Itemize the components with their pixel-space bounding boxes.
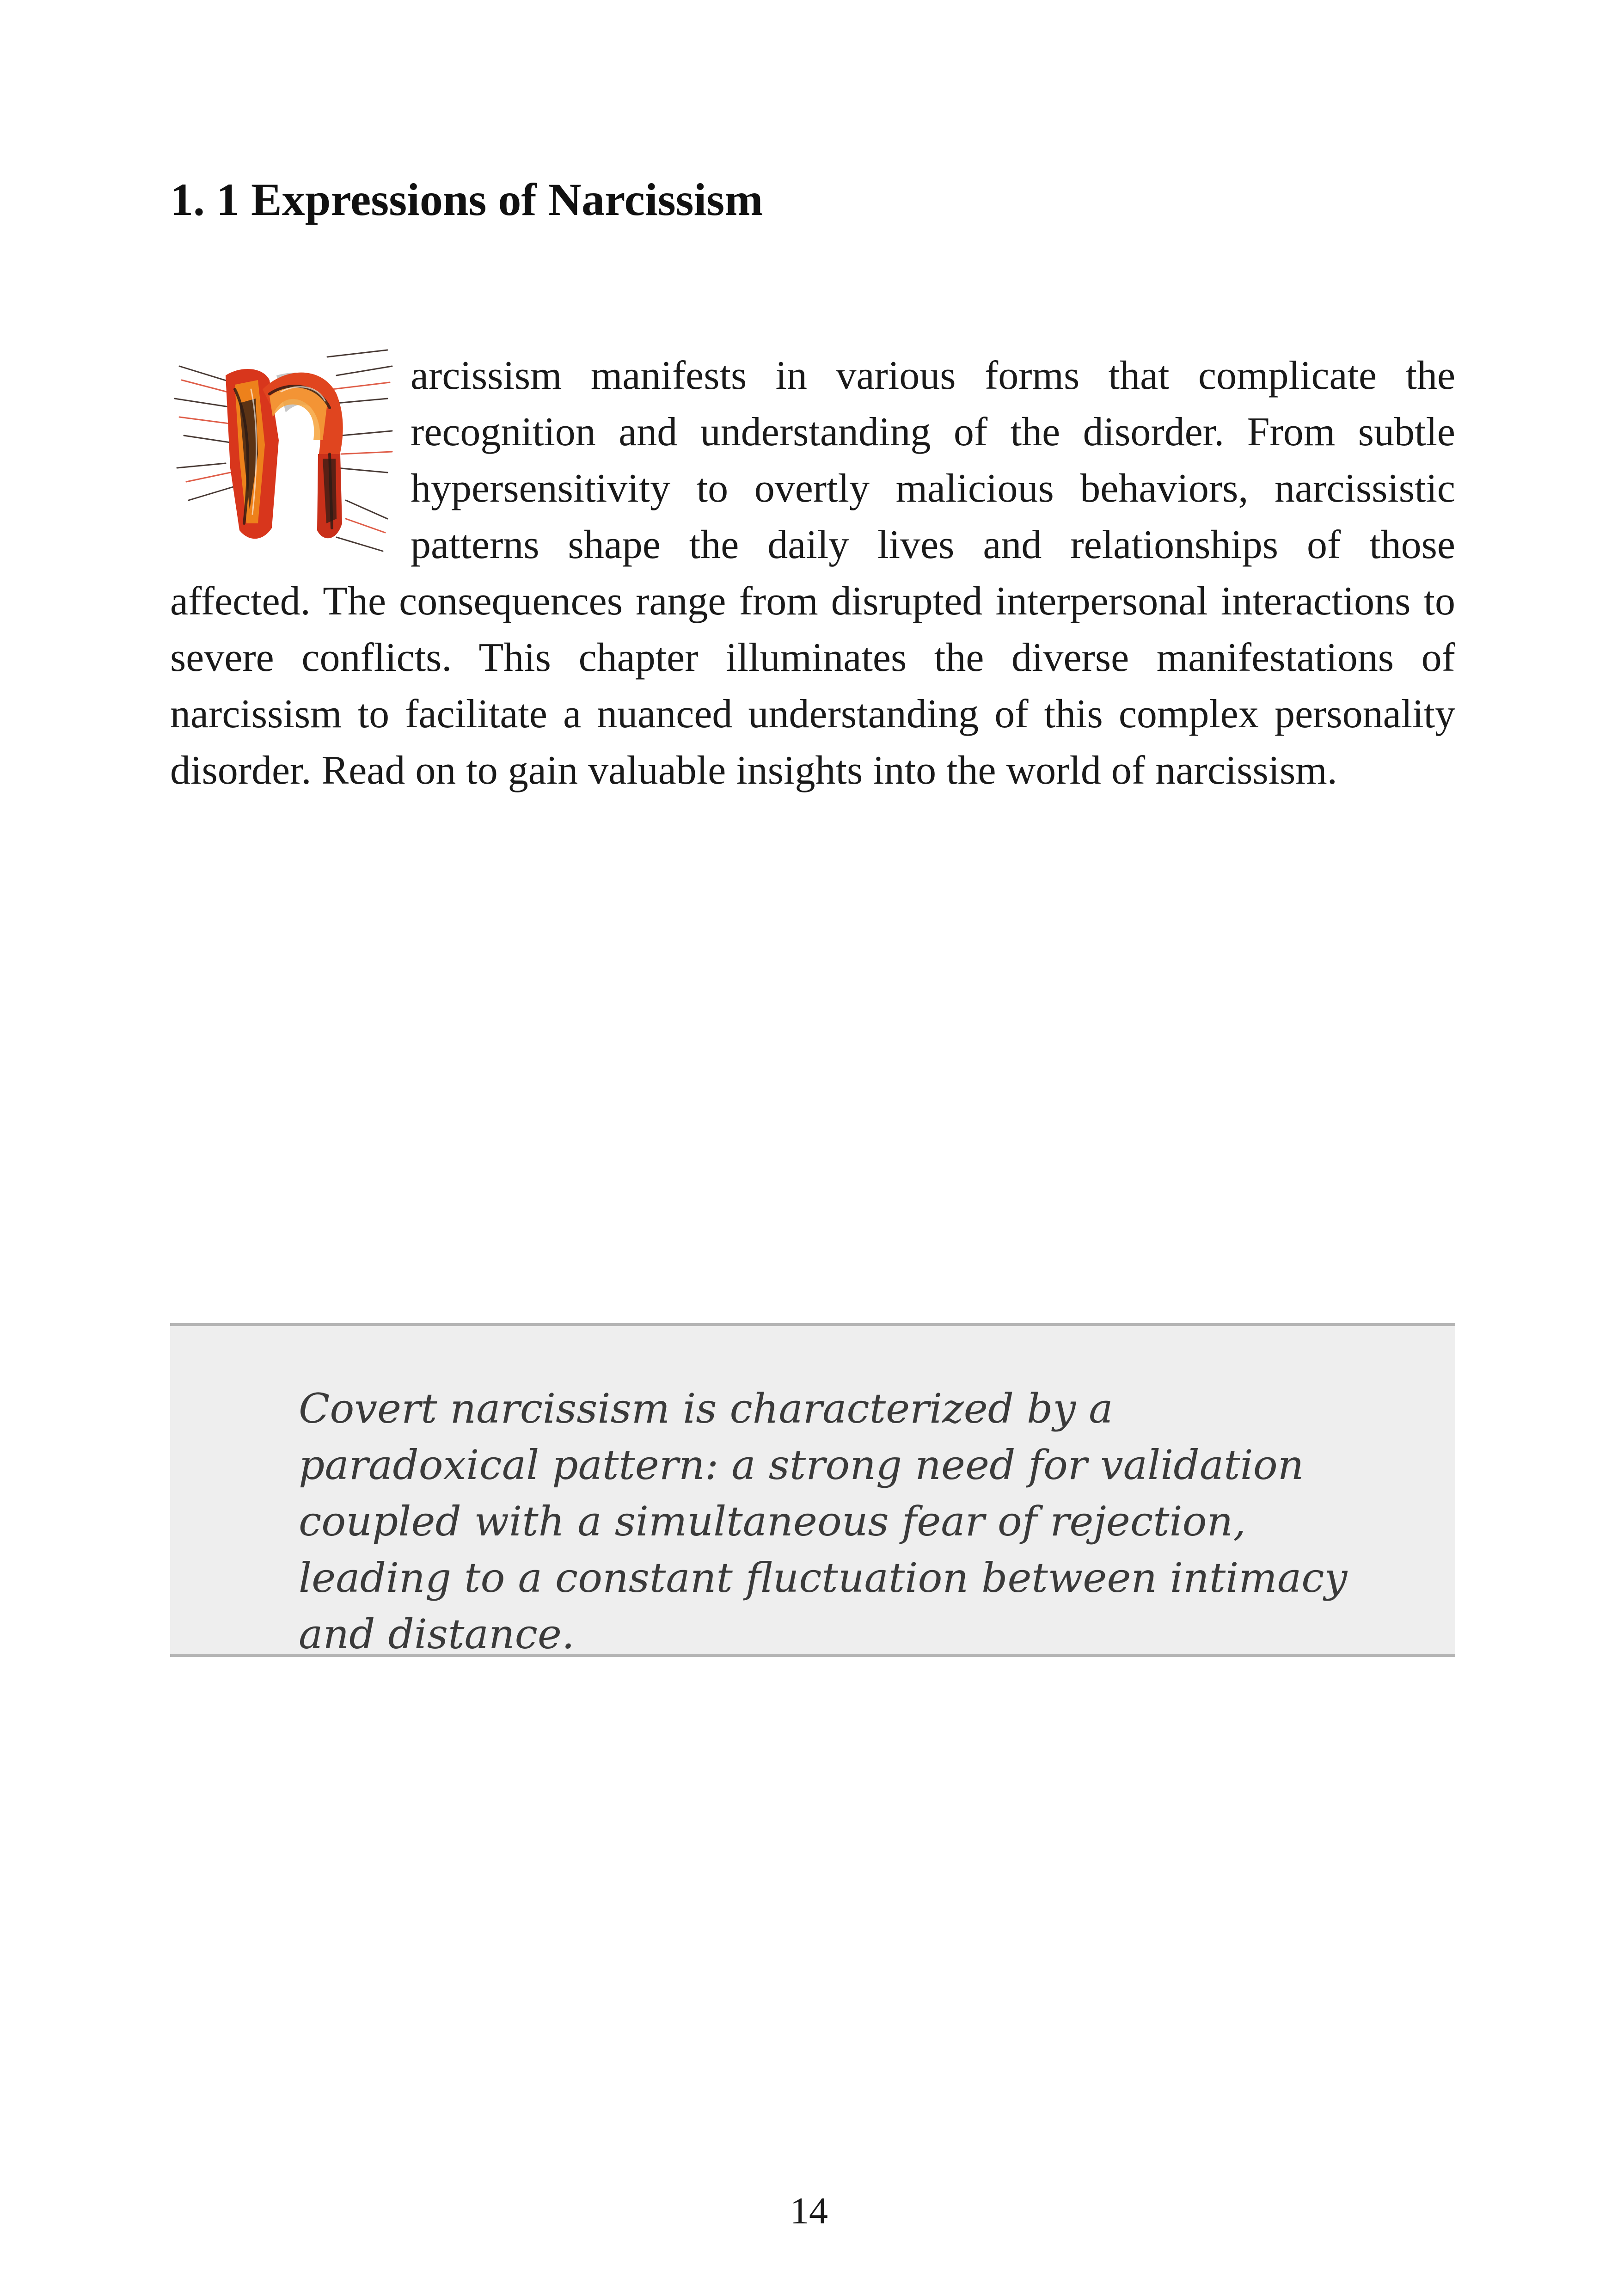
callout-box: [170, 1323, 1455, 1657]
drop-cap-illustration: [170, 348, 397, 560]
page-number: 14: [790, 2190, 828, 2232]
body-paragraph: arcissism manifests in various forms that complicate the recognition and understanding of the disorder. From subtle hypersensitivity to overtly malicious behaviors, narcissistic patterns shape the daily lives and relationships of those affected. The consequences range from disrupted interpersonal interactions to severe conflicts. This chapter illuminates the diverse manifestations of narcissism to facilitate a nuanced understanding of this complex personality disorder. Read on to gain valuable insights into the world of narcissism.: [170, 353, 1455, 793]
drop-cap-letter-n-icon: [170, 348, 397, 560]
section-title: 1. 1 Expressions of Narcissism: [170, 174, 763, 225]
body-paragraph-block: [170, 348, 1455, 799]
callout-quote: Covert narcissism is characterized by a paradoxical pattern: a strong need for validation coupled with a simultaneous fear of rejection, leading to a constant fluctuation between intimacy and distance.: [299, 1385, 1348, 1658]
